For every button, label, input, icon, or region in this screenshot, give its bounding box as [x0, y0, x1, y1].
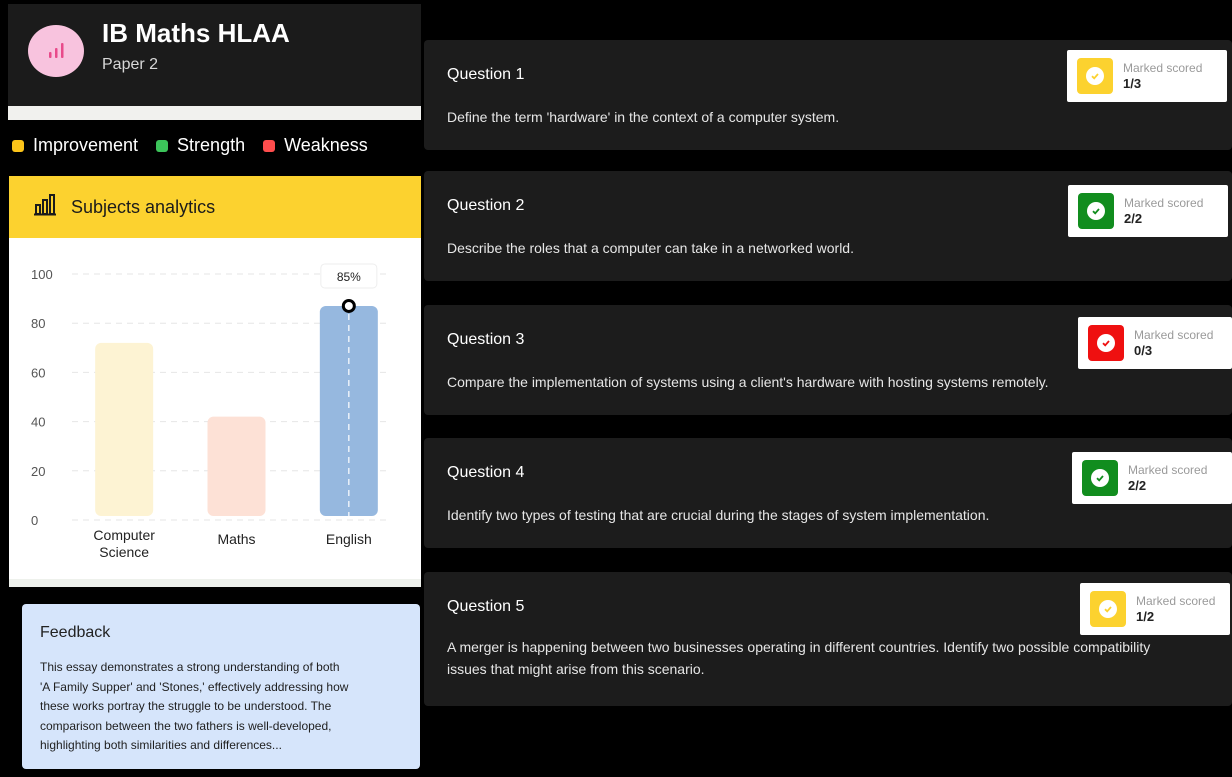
- question-card-2[interactable]: [424, 171, 1232, 281]
- score-badge: [1068, 185, 1228, 237]
- annotation-label: 85%: [336, 269, 361, 284]
- question-text: Compare the implementation of systems using a client's hardware with hosting systems remotely.: [447, 374, 1049, 390]
- score-value: 0/3: [1134, 342, 1153, 358]
- score-status-icon: [1082, 460, 1118, 496]
- question-text: Describe the roles that a computer can take in a networked world.: [447, 240, 854, 256]
- legend-dot-weakness: [263, 140, 275, 152]
- y-tick-label: 20: [31, 463, 46, 479]
- score-value: 2/2: [1128, 477, 1147, 493]
- legend-item-strength: [156, 135, 245, 156]
- feedback-line: these works portray the struggle to be understood. The: [40, 699, 332, 713]
- score-status-icon: [1078, 193, 1114, 229]
- y-tick-label: 0: [31, 513, 39, 528]
- legend-item-improvement: [12, 135, 138, 156]
- chart-logo-icon: [28, 25, 84, 77]
- score-status-icon: [1088, 325, 1124, 361]
- score-status-icon: [1077, 58, 1113, 94]
- legend-label-strength: Strength: [177, 135, 246, 155]
- analytics-title: Subjects analytics: [71, 196, 216, 217]
- legend-label-weakness: Weakness: [284, 135, 368, 155]
- analytics-header: [9, 176, 421, 238]
- legend-label-improvement: Improvement: [33, 135, 139, 155]
- feedback-line: 'A Family Supper' and 'Stones,' effectively addressing how: [40, 679, 349, 694]
- score-badge: [1067, 50, 1227, 102]
- score-value: 1/2: [1136, 608, 1155, 624]
- question-title: Question 1: [447, 66, 525, 83]
- x-tick-label: Computer: [93, 527, 155, 543]
- question-text: A merger is happening between two businesses operating in different countries. Identify two possible compatibility issues that might arise from this scenario.: [447, 639, 1151, 677]
- question-card-1[interactable]: [424, 40, 1232, 150]
- feedback-text: [40, 658, 402, 756]
- course-header: [8, 4, 421, 106]
- y-tick-label: 100: [31, 267, 53, 282]
- feedback-line: This essay demonstrates a strong understanding of both: [40, 660, 340, 674]
- subjects-analytics-panel: [9, 176, 421, 587]
- annotation-point: [343, 300, 354, 311]
- analytics-footer-strip: [9, 579, 421, 587]
- score-badge: [1080, 583, 1230, 635]
- score-value: 1/3: [1123, 75, 1142, 91]
- subjects-bar-chart: [9, 238, 421, 579]
- x-tick-label: English: [325, 531, 372, 547]
- legend-dot-improvement: [12, 140, 24, 152]
- score-badge: [1072, 452, 1232, 504]
- question-card-5[interactable]: [424, 572, 1232, 706]
- y-tick-label: 60: [31, 365, 46, 381]
- legend-dot-strength: [156, 140, 168, 152]
- score-label: Marked scored: [1124, 195, 1204, 210]
- x-tick-label: Science: [99, 544, 150, 560]
- question-card-3[interactable]: [424, 305, 1232, 415]
- legend-item-weakness: [263, 135, 368, 156]
- feedback-card: [22, 604, 420, 769]
- score-label: Marked scored: [1128, 462, 1208, 477]
- question-text: Define the term 'hardware' in the context of a computer system.: [447, 109, 840, 125]
- bar-maths: [208, 417, 266, 516]
- question-title: Question 4: [447, 464, 525, 481]
- score-status-icon: [1090, 591, 1126, 627]
- bar-computer-science: [95, 343, 153, 516]
- question-title: Question 2: [447, 197, 525, 214]
- x-tick-label: Maths: [217, 531, 256, 547]
- score-label: Marked scored: [1136, 593, 1216, 608]
- question-title: Question 5: [447, 598, 525, 615]
- question-text: Identify two types of testing that are crucial during the stages of system implementation.: [447, 507, 990, 523]
- y-tick-label: 40: [31, 414, 46, 430]
- score-badge: [1078, 317, 1232, 369]
- question-title: Question 3: [447, 331, 525, 348]
- feedback-title: Feedback: [40, 624, 111, 641]
- question-card-4[interactable]: [424, 438, 1232, 548]
- score-value: 2/2: [1124, 210, 1143, 226]
- page-subtitle: Paper 2: [102, 56, 159, 73]
- page-title: IB Maths HLAA: [102, 18, 290, 48]
- feedback-line: highlighting both similarities and differences...: [40, 738, 282, 752]
- feedback-line: comparison between the two fathers is well-developed,: [40, 718, 332, 733]
- score-label: Marked scored: [1134, 327, 1214, 342]
- bar-chart-icon: [33, 194, 57, 221]
- legend: [12, 135, 368, 156]
- header-divider: [8, 106, 421, 120]
- score-label: Marked scored: [1123, 60, 1203, 75]
- y-tick-label: 80: [31, 316, 46, 332]
